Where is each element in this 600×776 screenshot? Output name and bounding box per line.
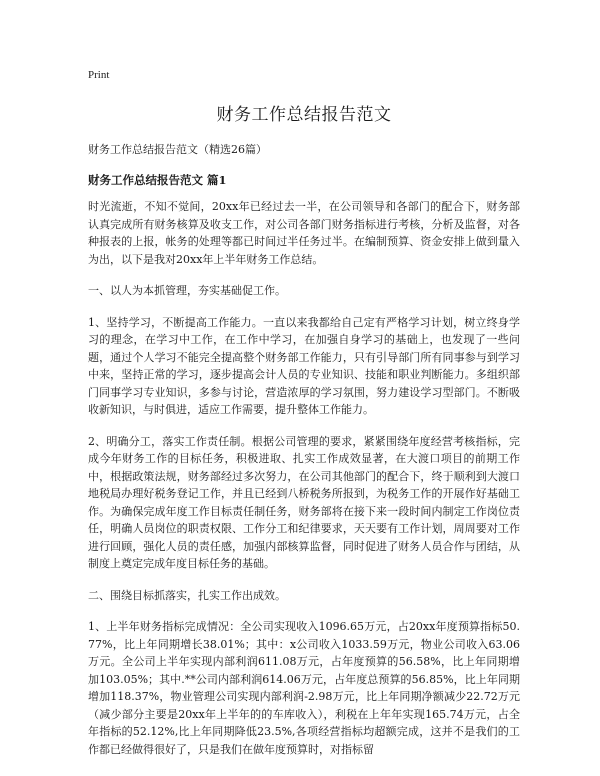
document-subtitle: 财务工作总结报告范文（精选26篇）: [88, 143, 267, 156]
document-title: 财务工作总结报告范文: [216, 105, 392, 125]
paragraph-responsibility: 2、明确分工，落实工作责任制。根据公司管理的要求，紧紧围绕年度经营考核指标，完成今年财务工作的目标任务，积极进取、扎实工作成效显著，在大渡口项目的前期工作中，根据政策法规，财务部经过多次努力，在公司其他部门的配合下，终于顺利到大渡口地税局办理好税务登记工作，并且已经到八桥税务所报到，为税务工作的开展作好基础工作。为确保完成年度工作目标责任制任务，财务部将在接下来一段时间内制定工作岗位责任，明确人员岗位的职责权限、工作分工和纪律要求，天天要有工作计划，周周要对工作进行回顾，强化人员的责任感，加强内部核算监督，同时促进了财务人员合作与团结，从制度上奠定完成年度目标任务的基础。: [88, 434, 520, 570]
paragraph-heading-one: 一、以人为本抓管理，夯实基础促工作。: [88, 284, 286, 297]
paragraph-study: 1、坚持学习，不断提高工作能力。一直以来我都给自己定有严格学习计划，树立终身学习的理念，在学习中工作，在工作中学习，在加强自身学习的基础上，也发现了一些问题，通过个人学习不能完全提高整个财务部工作能力，只有引导部门所有同事参与到学习中来，坚持正常的学习，逐步提高会计人员的专业知识、技能和职业判断能力。多组织部门同事学习专业知识，多参与讨论，营造浓厚的学习氛围，努力建设学习型部门。不断吸收新知识，与时俱进，适应工作需要，提升整体工作能力。: [88, 315, 520, 416]
document-page: [88, 68, 520, 772]
paragraph-indicators: 1、上半年财务指标完成情况：全公司实现收入1096.65万元，占20xx年度预算指标50.77%，比上年同期增长38.01%；其中：x公司收入1033.59万元，物业公司收入63.06万元。全公司上半年实现内部利润611.08万元，占年度预算的56.58%，比上年同期增加103.05%；其中.**公司内部利润614.06万元，占年度总预算的56.85%，比上年同期增加118.37%，物业管理公司实现内部利润-2.98万元，比上年同期净额减少22.72万元（减少部分主要是20xx年上半年的的车库收入），利税在上年年实现165.74万元，占全年指标的52.12%,比上年同期降低23.5%,各项经营指标均超额完成，这并不是我们的工作都已经做得很好了，只是我们在做年度预算时，对指标留: [88, 620, 520, 756]
section-heading: 财务工作总结报告范文 篇1: [88, 173, 227, 187]
print-label: Print: [88, 69, 110, 81]
paragraph-intro: 时光流逝，不知不觉间，20xx年已经过去一半，在公司领导和各部门的配合下，财务部认真完成所有财务核算及收支工作，对公司各部门财务指标进行考核，分析及监督，对各种报表的上报，帐务的处理等都已时间过半任务过半。在编制预算、资金安排上做到量入为出，以下是我对20xx年上半年财务工作总结。: [88, 200, 520, 266]
paragraph-heading-two: 二、围绕目标抓落实，扎实工作出成效。: [88, 588, 286, 602]
